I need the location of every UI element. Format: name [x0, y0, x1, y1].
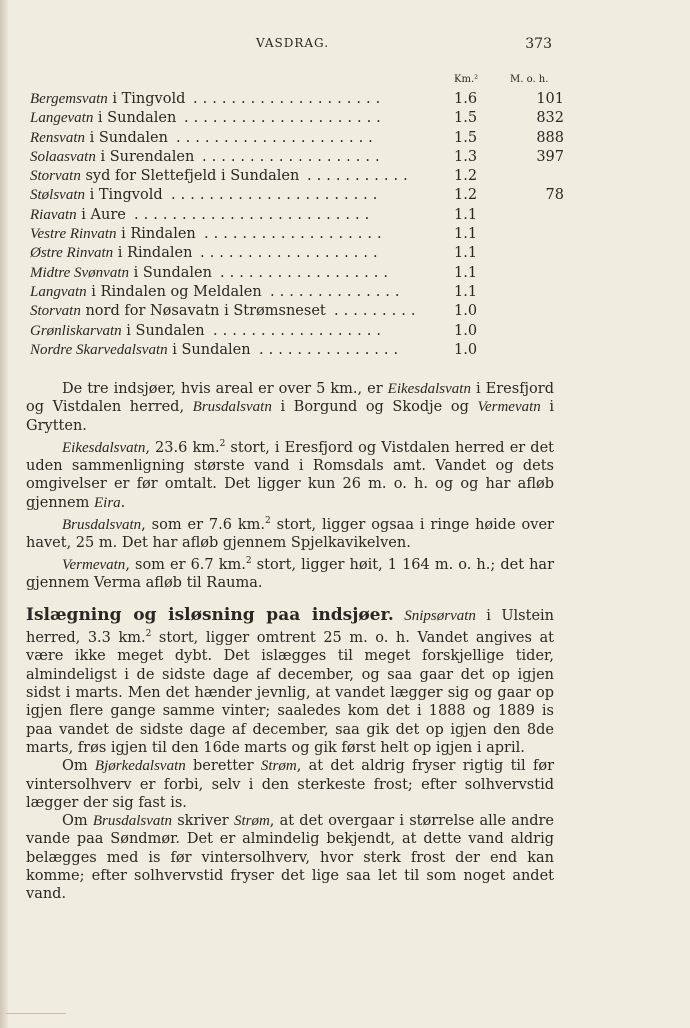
leader-dots: ................... — [202, 148, 385, 165]
table-row — [30, 90, 564, 109]
lake-name: Langvatn — [30, 283, 87, 300]
lake-name: Vermevatn — [62, 557, 126, 574]
text-run: De tre indsjøer, hvis areal er over 5 km., er — [62, 381, 388, 397]
leader-dots: ................... — [200, 245, 383, 262]
text-run: , som er 6.7 km. — [125, 557, 246, 574]
lake-entry — [30, 225, 196, 244]
page-number: 373 — [525, 36, 552, 52]
area-value: 1.5 — [454, 129, 478, 146]
lake-table — [30, 74, 564, 360]
superscript: 2 — [245, 556, 252, 567]
leader-dots: ............... — [259, 341, 404, 358]
paragraph-ice — [26, 606, 554, 904]
lake-name: Riavatn — [30, 206, 77, 223]
lake-location: i Sundalen — [167, 341, 251, 358]
lake-name: Eikesdalsvatn — [387, 381, 471, 397]
text-run: stort, i Eresfjord og Vistdalen herred er det uden sammenligning største vand i Romsdals amt. Vandet og dets omgivelser er før omtalt. Det ligger kun 26 m. o. h. og og har afløb gjennem — [26, 439, 555, 511]
lake-name: Brusdalsvatn — [192, 399, 272, 416]
lake-name: Vestre Rinvatn — [30, 226, 117, 243]
lake-location: nord for Nøsavatn i Strømsneset — [80, 303, 326, 320]
lake-location: i Sundalen — [121, 322, 205, 339]
leader-dots: .................... — [193, 91, 386, 107]
paragraph-three-lakes — [26, 380, 554, 593]
altitude-value: 888 — [536, 129, 564, 146]
table-row — [30, 244, 560, 263]
leader-dots: ...................... — [171, 187, 383, 204]
area-value: 1.2 — [454, 168, 478, 185]
area-value: 1.3 — [454, 148, 478, 165]
text-run: beretter — [185, 758, 261, 775]
lake-entry — [30, 186, 163, 205]
superscript: 2 — [219, 438, 226, 449]
table-row — [30, 206, 560, 225]
text-run: , at det aldrig fryser rigtig til før vintersolhverv er forbi, selv i den sterkeste frost; efter solhvervstid lægger der sig fast is. — [26, 758, 555, 811]
lake-location: i Sundalen — [129, 264, 212, 281]
text-run: Om — [62, 813, 93, 830]
leader-dots: ......................... — [134, 206, 375, 223]
area-value: 1.1 — [454, 206, 478, 223]
lake-name: Snipsørvatn — [404, 608, 476, 624]
lake-location: i Aure — [76, 206, 126, 223]
lake-location: i Tingvold — [107, 91, 186, 107]
lake-name: Solaasvatn — [30, 148, 96, 165]
text-run: . — [120, 494, 126, 511]
lake-entry — [30, 90, 185, 109]
table-row — [30, 109, 564, 128]
area-value: 1.1 — [454, 245, 478, 262]
area-value: 1.1 — [454, 283, 478, 300]
lake-name: Bergemsvatn — [30, 91, 108, 107]
table-row — [30, 264, 560, 283]
header-title: VASDRAG. — [256, 36, 330, 50]
superscript: 2 — [145, 629, 152, 640]
lake-name: Stølsvatn — [30, 187, 85, 204]
lake-location: syd for Slettefjeld i Sundalen — [80, 168, 300, 185]
lake-location: i Surendalen — [95, 148, 195, 165]
lake-entry — [30, 148, 194, 167]
lake-entry — [30, 109, 176, 128]
table-header — [30, 74, 560, 90]
leader-dots: .................. — [220, 264, 393, 281]
table-row — [30, 322, 560, 341]
leader-dots: ..................... — [176, 129, 378, 146]
leader-dots: .............. — [270, 283, 405, 300]
running-header — [30, 36, 552, 56]
text-run: i Eresfjord og Vistdalen herred, — [26, 381, 554, 416]
lake-location: i Rindalen og Meldalen — [86, 283, 262, 300]
lake-entry — [30, 341, 251, 360]
author-name: Strøm — [260, 758, 297, 775]
lake-location: i Tingvold — [85, 187, 163, 204]
area-value: 1.0 — [454, 303, 478, 320]
lake-location: i Rindalen — [116, 226, 196, 243]
text-run: i Grytten. — [26, 399, 554, 434]
table-row — [30, 129, 564, 148]
text-run: , 23.6 km. — [145, 439, 220, 456]
text-run: , som er 7.6 km. — [141, 516, 266, 533]
area-value: 1.0 — [454, 322, 478, 339]
area-value: 1.2 — [454, 187, 478, 204]
lake-location: i Rindalen — [113, 245, 193, 262]
table-row — [30, 225, 560, 244]
table-row — [30, 148, 564, 167]
lake-name: Storvatn — [30, 168, 81, 185]
lake-name: Storvatn — [30, 303, 81, 320]
lake-name: Eikesdalsvatn — [62, 439, 146, 456]
leader-dots: ......... — [334, 303, 421, 320]
lake-entry — [30, 322, 205, 341]
area-value: 1.5 — [454, 110, 478, 127]
lake-name: Bjørkedalsvatn — [94, 758, 186, 775]
river-name: Eira — [93, 494, 121, 511]
lake-name: Rensvatn — [30, 129, 85, 146]
lake-entry — [30, 206, 126, 225]
table-row — [30, 302, 560, 321]
lake-name: Nordre Skarvedalsvatn — [30, 341, 168, 358]
table-row — [30, 341, 560, 360]
altitude-value: 397 — [536, 148, 564, 165]
section-heading: Islægning og isløsning paa indsjøer. — [26, 605, 394, 625]
text-run: i Borgund og Skodje og — [271, 399, 478, 416]
altitude-value: 78 — [545, 187, 564, 204]
text-run: , at det overgaar i størrelse alle andre vande paa Søndmør. Det er almindelig bekjendt, at dette vand aldrig belægges med is før vintersolhverv, hvor sterk frost der end kan komme; efter solhvervstid fryser det lige saa let til som noget andet vand. — [26, 813, 554, 903]
lake-entry — [30, 283, 262, 302]
lake-location: i Sundalen — [93, 110, 177, 127]
lake-name: Vermevatn — [477, 399, 541, 416]
superscript: 2 — [265, 515, 271, 526]
page-edge-line — [6, 1013, 66, 1014]
leader-dots: ..................... — [184, 110, 386, 127]
page-edge — [0, 0, 8, 1028]
altitude-value: 832 — [536, 110, 564, 127]
text-run: stort, ligger omtrent 25 m. o. h. Vandet angives at være ikke meget dybt. Det islægges til meget forskjellige tider, almindeligst i de sidste dage af december, og saa gaar det op igjen sidst i marts. Men det hænder jevnlig, at vandet lægger sig og gaar op igjen flere gange samme vinter; saaledes kom det i 1888 og 1889 is paa vandet de sidste dage af december, saa gik det op igjen den 8de marts, frøs igjen til den 16de marts og gik først helt op igjen i april. — [26, 630, 554, 756]
table-row — [30, 167, 560, 186]
text-run — [394, 608, 404, 624]
lake-entry — [30, 302, 326, 321]
lake-location: i Sundalen — [84, 129, 168, 146]
lake-name: Brusdalsvatn — [92, 813, 173, 830]
table-row — [30, 186, 564, 205]
table-row — [30, 283, 560, 302]
text-run: skriver — [172, 813, 234, 830]
leader-dots: ................... — [204, 226, 387, 243]
column-header-altitude: M. o. h. — [510, 74, 549, 85]
lake-name: Langevatn — [30, 110, 94, 127]
lake-name: Østre Rinvatn — [30, 245, 114, 262]
leader-dots: ........... — [307, 168, 413, 185]
lake-entry — [30, 129, 168, 148]
text-run: stort, ligger ogsaa i ringe høide over havet, 25 m. Det har afløb gjennem Spjelkavikelven. — [26, 516, 554, 552]
lake-name: Midtre Svønvatn — [30, 264, 130, 281]
area-value: 1.6 — [454, 91, 478, 107]
column-header-area: Km.² — [454, 74, 479, 85]
area-value: 1.0 — [454, 341, 478, 358]
lake-entry — [30, 264, 212, 283]
text-run: Om — [62, 758, 95, 775]
area-value: 1.1 — [454, 264, 478, 281]
lake-entry — [30, 244, 192, 263]
lake-name: Brusdalsvatn — [62, 516, 142, 533]
altitude-value: 101 — [536, 91, 564, 107]
area-value: 1.1 — [454, 226, 478, 243]
text-run: stort, ligger høit, 1 164 m. o. h.; det har gjennem Verma afløb til Rauma. — [26, 557, 555, 592]
text-run: i Ulstein herred, 3.3 km. — [26, 608, 555, 647]
leader-dots: .................. — [213, 322, 386, 339]
lake-entry — [30, 167, 299, 186]
lake-name: Grønliskarvatn — [30, 322, 122, 339]
author-name: Strøm — [233, 813, 270, 830]
